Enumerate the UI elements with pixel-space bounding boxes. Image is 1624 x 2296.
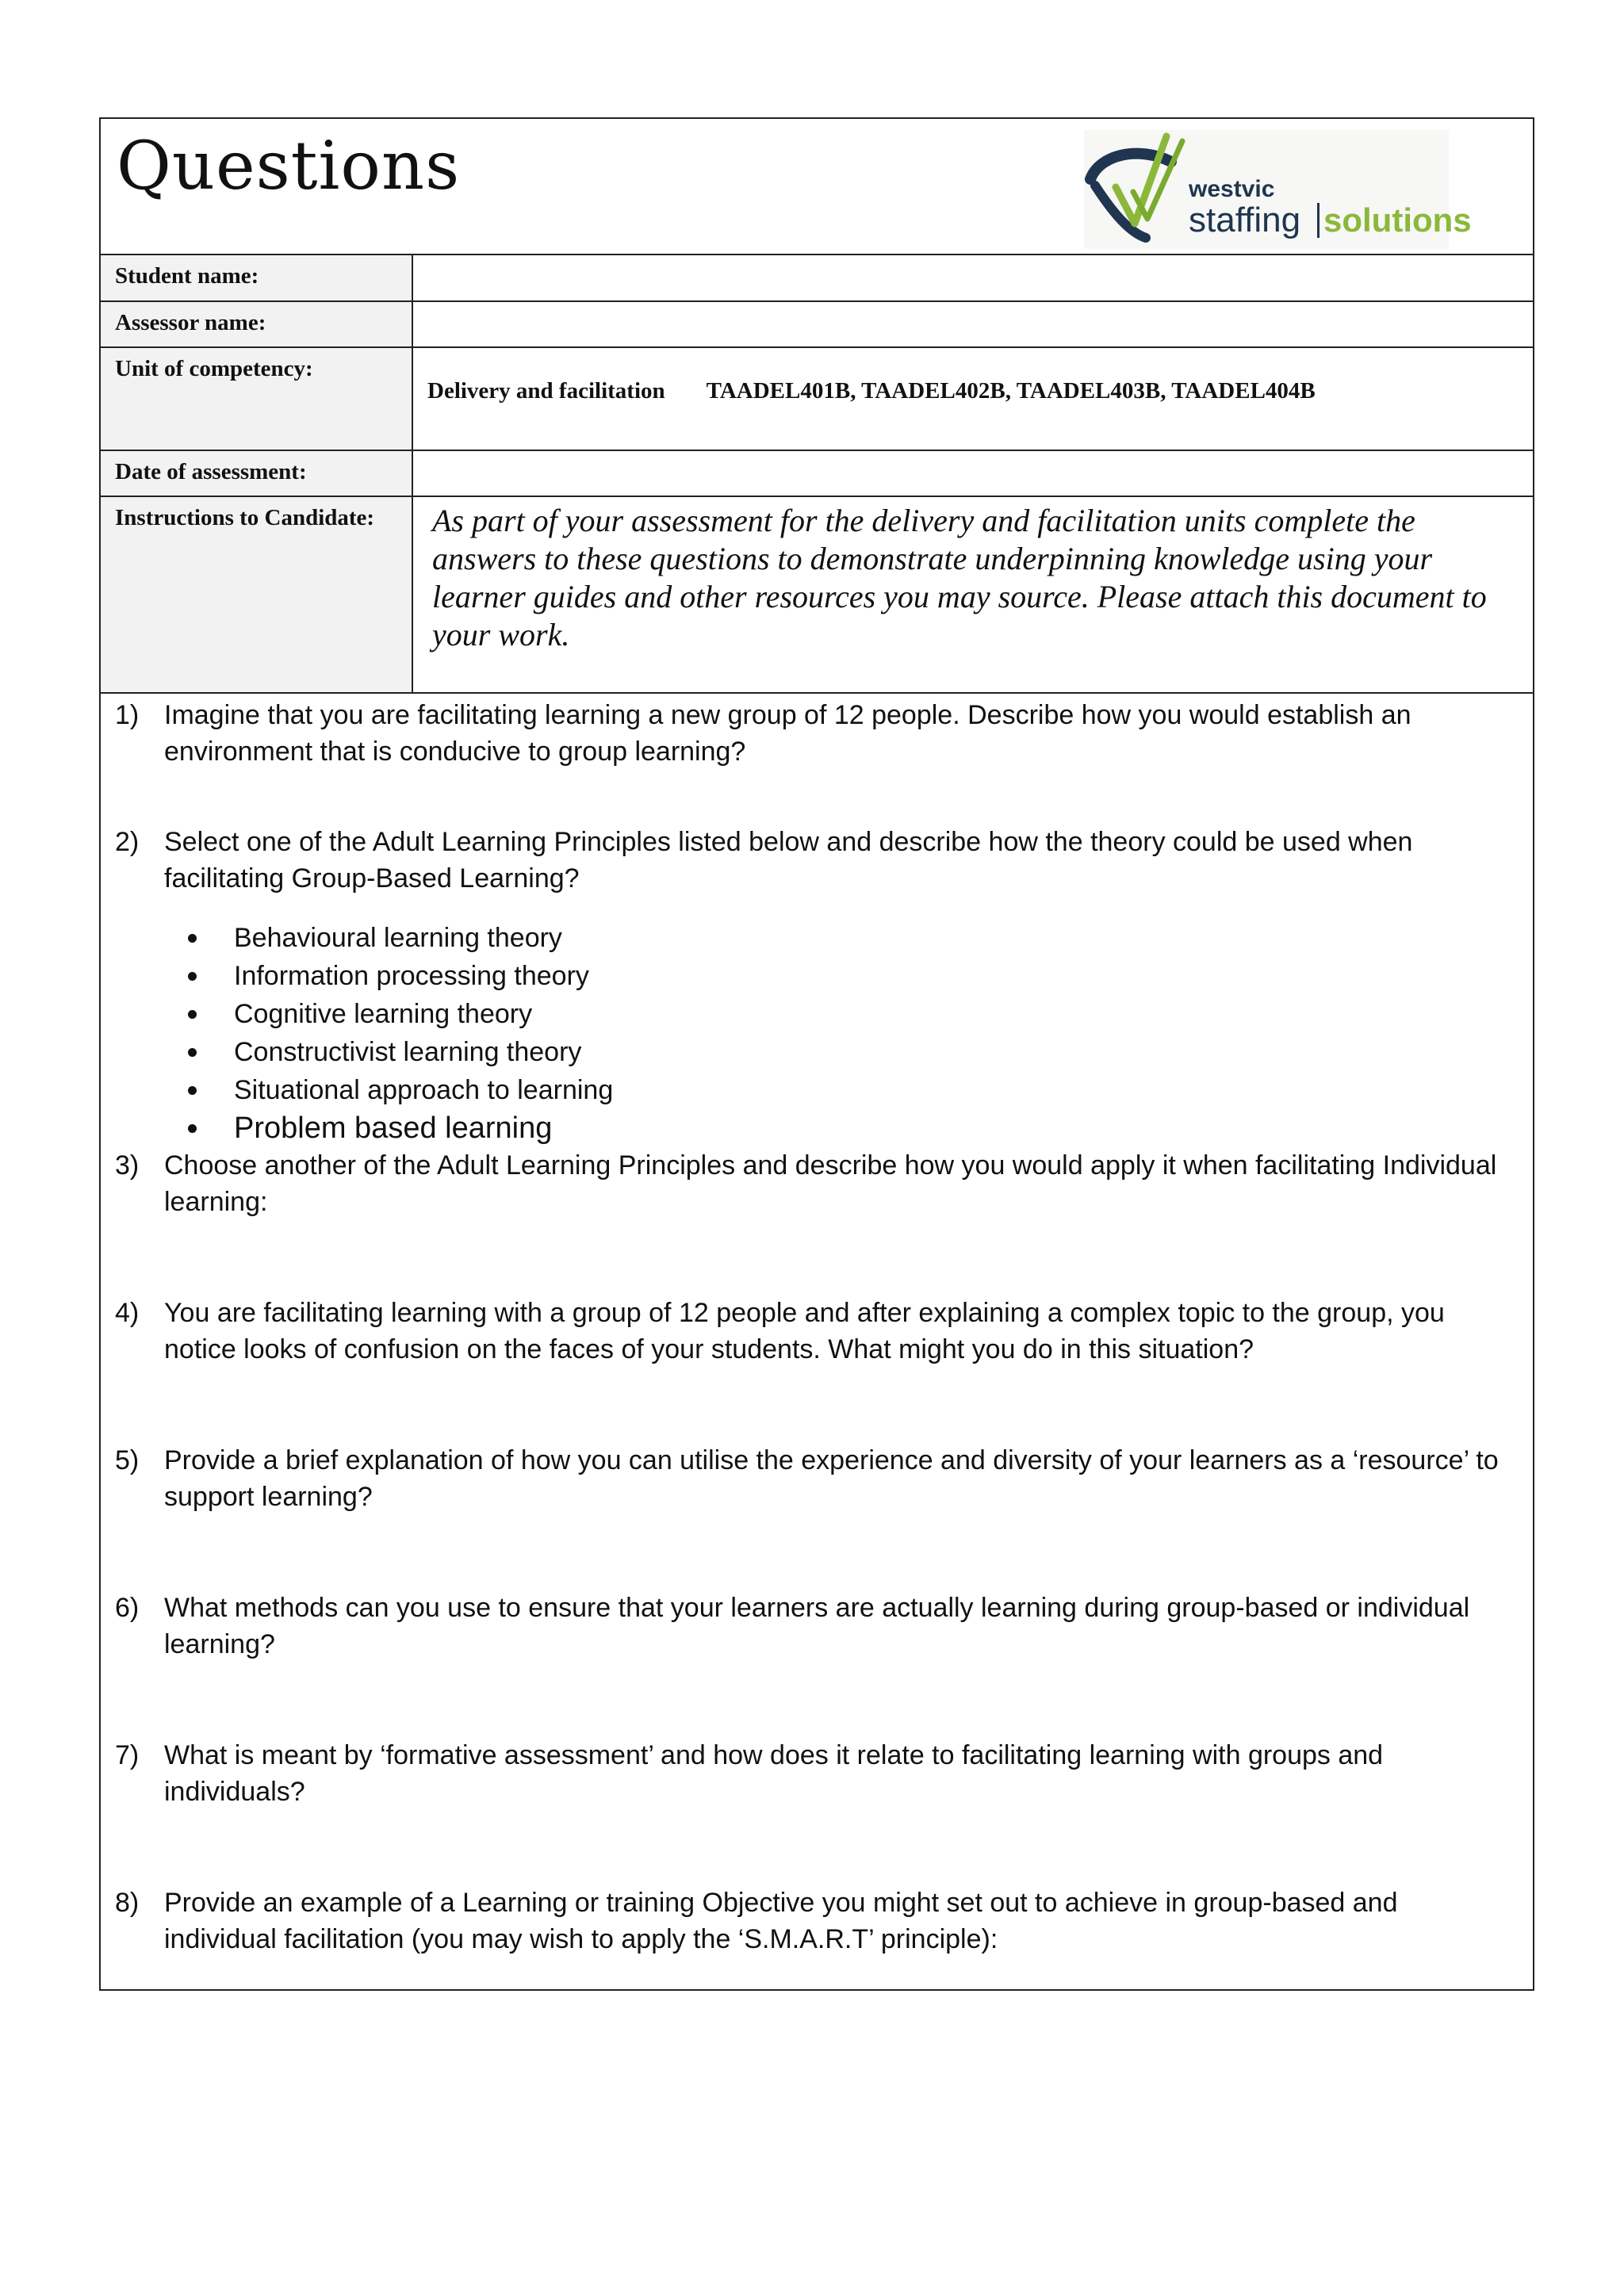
question-text: Provide a brief explanation of how you can utilise the experience and diversity of your learners as a ‘resource’ to support learning? [164,1445,1499,1512]
question-number: 3) [115,1150,140,1181]
logo-brand-right: solutions [1323,201,1472,239]
logo-brand-left: staffing [1189,201,1301,239]
unit-row [101,347,1533,450]
student-name-field[interactable] [412,255,1533,301]
question-item [115,1885,1509,1957]
candidate-info-table [101,255,1533,694]
question-number: 1) [115,700,140,730]
question-item [115,1442,1509,1590]
unit-label: Unit of competency: [101,347,412,450]
westvic-logo [1084,130,1472,249]
student-name-label: Student name: [101,255,412,301]
questions-list [101,694,1533,1989]
question-item [115,1295,1509,1442]
theory-item: Behavioural learning theory [234,919,1509,957]
date-label: Date of assessment: [101,450,412,496]
question-item [115,697,1509,824]
question-text: What methods can you use to ensure that your learners are actually learning during group-based or individual learning? [164,1593,1470,1659]
question-number: 8) [115,1888,140,1918]
assessor-name-label: Assessor name: [101,301,412,347]
date-row [101,450,1533,496]
student-name-row [101,255,1533,301]
theory-item: Information processing theory [234,957,1509,995]
instructions-text: As part of your assessment for the delivery and facilitation units complete the answers to these questions to demonstrate underpinning knowledge using your learner guides and other resources you may source. Please attach this document to your work. [432,503,1487,652]
theory-item: Problem based learning [234,1109,1509,1147]
theory-item: Cognitive learning theory [234,995,1509,1033]
assessor-name-field[interactable] [412,301,1533,347]
question-text [164,824,1509,897]
question-text: What is meant by ‘formative assessment’ and how does it relate to facilitating learning with groups and individuals? [164,1740,1384,1807]
question-text: Choose another of the Adult Learning Principles and describe how you would apply it when facilitating Individual learning: [164,1150,1497,1217]
question-number: 2) [115,827,140,857]
theory-item: Constructivist learning theory [234,1033,1509,1071]
unit-codes: TAADEL401B, TAADEL402B, TAADEL403B, TAADEL404B [706,378,1316,404]
question-text: You are facilitating learning with a group of 12 people and after explaining a complex topic to the group, you notice looks of confusion on the faces of your students. What might you do in this situation? [164,1298,1445,1364]
question-number: 4) [115,1298,140,1328]
question-item [115,1590,1509,1737]
instructions-row [101,496,1533,693]
instructions-field [412,496,1533,693]
unit-name: Delivery and facilitation [427,378,665,404]
question-number: 6) [115,1593,140,1623]
logo-brand-top: westvic [1189,176,1275,202]
question-item [115,824,1509,897]
question-text-body: Select one of the Adult Learning Principles listed below and describe how the theory could be used when facilitating Group-Based Learning? [164,827,1413,894]
question-text: Imagine that you are facilitating learning a new group of 12 people. Describe how you would establish an environment that is conducive to group learning? [164,700,1411,767]
header [101,119,1533,255]
assessor-name-row [101,301,1533,347]
theory-list [115,919,1509,1147]
instructions-label: Instructions to Candidate: [101,496,412,693]
question-text: Provide an example of a Learning or training Objective you might set out to achieve in group-based and individual facilitation (you may wish to apply the ‘S.M.A.R.T’ principle): [164,1888,1398,1954]
unit-field [412,347,1533,450]
date-field[interactable] [412,450,1533,496]
theory-item: Situational approach to learning [234,1071,1509,1109]
question-number: 7) [115,1740,140,1770]
questions-form [99,117,1534,1991]
question-item [115,1147,1509,1295]
question-number: 5) [115,1445,140,1475]
page-title: Questions [117,127,461,205]
question-item [115,1737,1509,1885]
